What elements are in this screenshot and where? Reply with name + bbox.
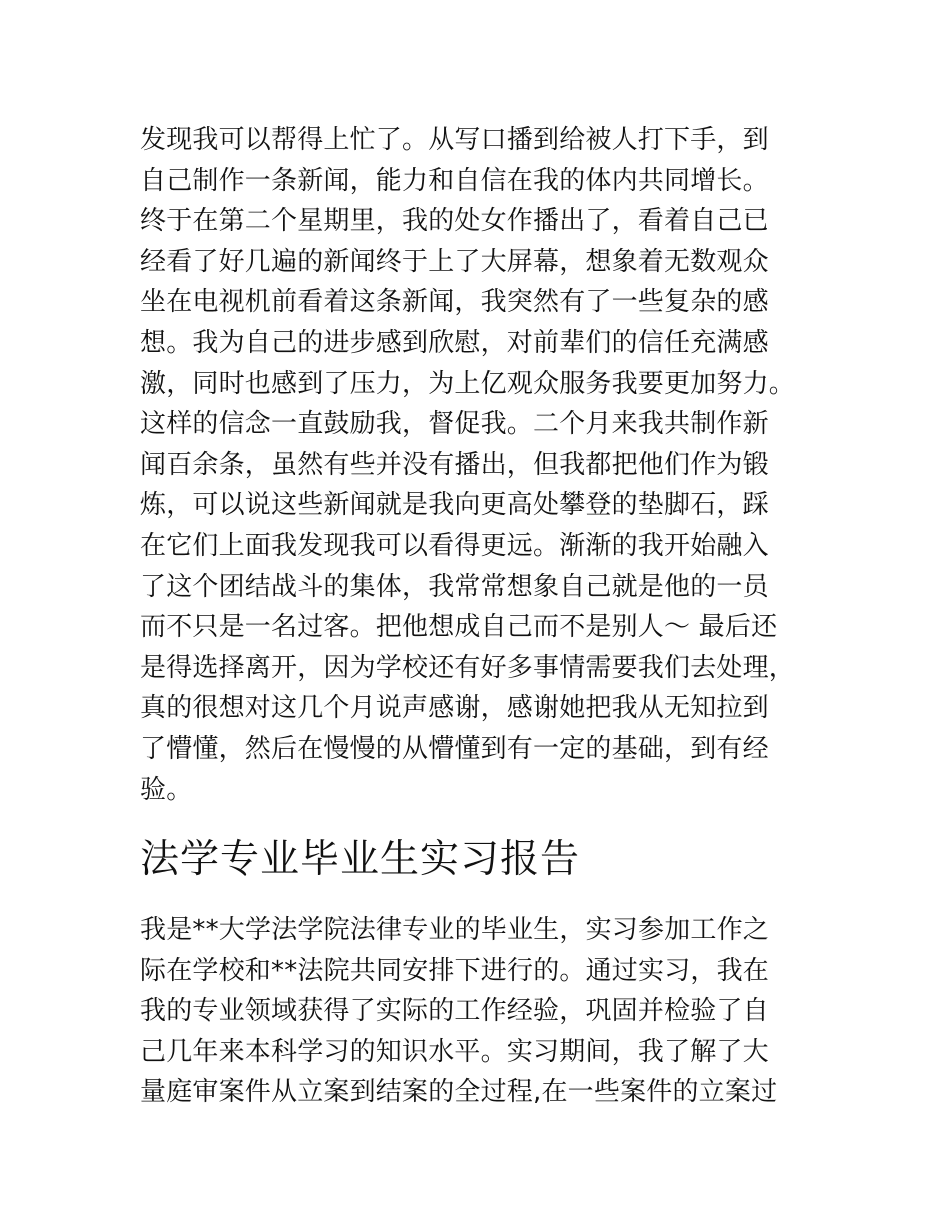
text-line: 量庭审案件从立案到结案的全过程,在一些案件的立案过 [140, 1077, 778, 1108]
paragraph-internship-reflection [140, 120, 820, 810]
text-line: 经看了好几遍的新闻终于上了大屏幕，想象着无数观众 [140, 246, 769, 277]
text-line: 自己制作一条新闻，能力和自信在我的体内共同增长。 [140, 165, 769, 196]
text-line: 坐在电视机前看着这条新闻，我突然有了一些复杂的感 [140, 287, 769, 318]
text-line: 真的很想对这几个月说声感谢，感谢她把我从无知拉到 [140, 693, 769, 724]
paragraph-law-internship [140, 910, 820, 1113]
text-line: 我是**大学法学院法律专业的毕业生，实习参加工作之 [140, 915, 770, 945]
text-line: 终于在第二个星期里，我的处女作播出了，看着自己已 [140, 206, 769, 237]
text-line: 炼，可以说这些新闻就是我向更高处攀登的垫脚石，踩 [140, 490, 769, 521]
section-heading: 法学专业毕业生实习报告 [140, 837, 581, 882]
text-line: 验。 [140, 774, 193, 805]
text-line: 了这个团结战斗的集体，我常常想象自己就是他的一员 [140, 571, 769, 602]
text-line: 了懵懂，然后在慢慢的从懵懂到有一定的基础，到有经 [140, 733, 769, 764]
text-line: 想。我为自己的进步感到欣慰，对前辈们的信任充满感 [140, 327, 769, 358]
text-line: 而不只是一名过客。把他想成自己而不是别人～ 最后还 [140, 612, 778, 643]
text-line: 这样的信念一直鼓励我，督促我。二个月来我共制作新 [140, 409, 769, 440]
text-line: 我的专业领域获得了实际的工作经验，巩固并检验了自 [140, 996, 769, 1027]
text-line: 际在学校和**法院共同安排下进行的。通过实习，我在 [140, 955, 770, 986]
text-line: 发现我可以帮得上忙了。从写口播到给被人打下手，到 [140, 125, 769, 155]
text-line: 是得选择离开，因为学校还有好多事情需要我们去处理， [140, 652, 796, 683]
text-line: 己几年来本科学习的知识水平。实习期间，我了解了大 [140, 1036, 769, 1067]
text-line: 在它们上面我发现我可以看得更远。渐渐的我开始融入 [140, 530, 769, 561]
text-line: 闻百余条，虽然有些并没有播出，但我都把他们作为锻 [140, 449, 769, 480]
text-line: 激，同时也感到了压力，为上亿观众服务我要更加努力。 [140, 368, 796, 399]
